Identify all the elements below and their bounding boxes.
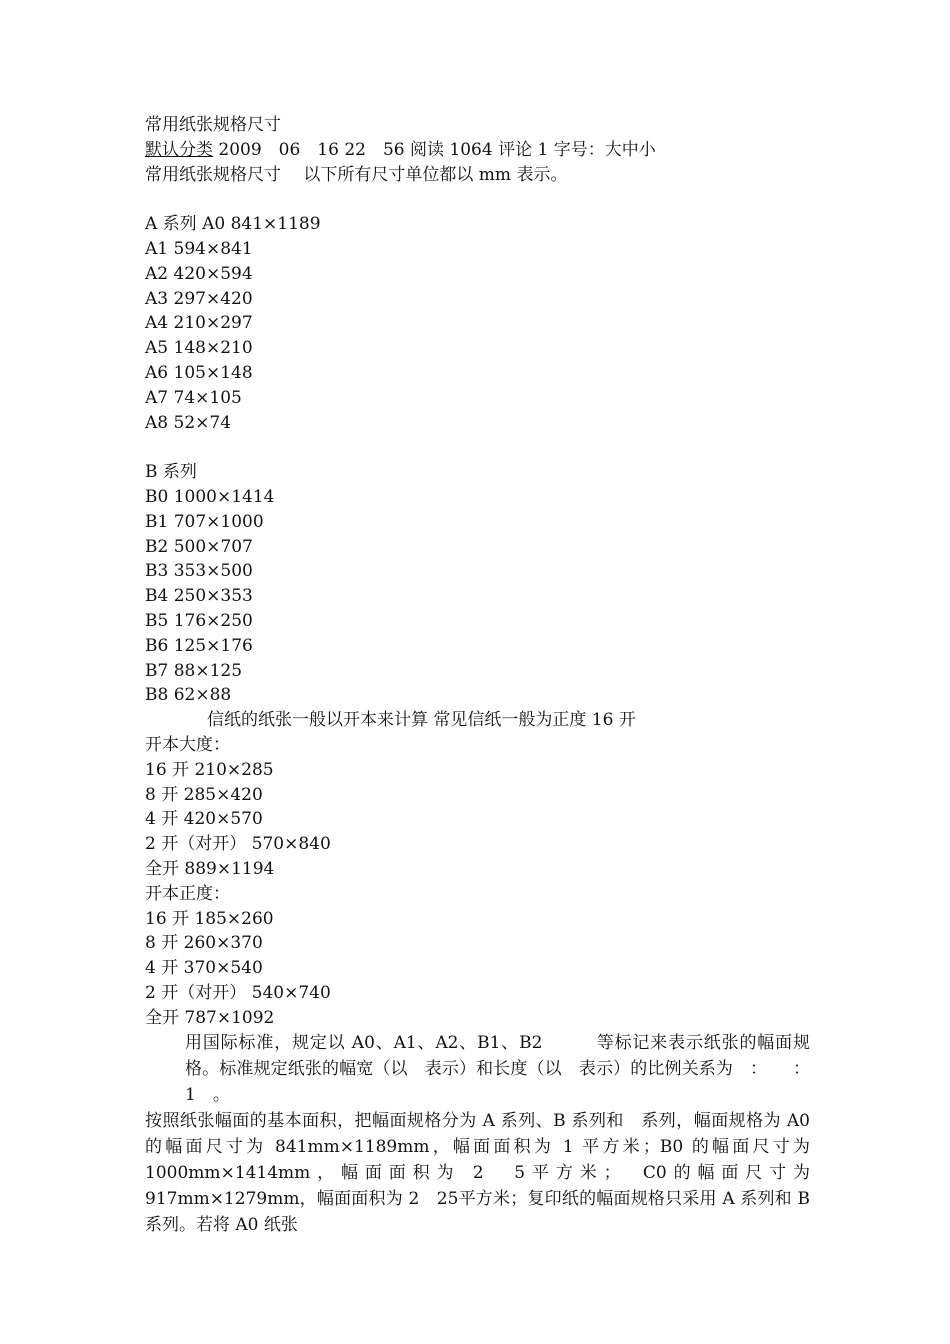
list-item: A3 297×420 (145, 288, 253, 309)
list-item: B6 125×176 (145, 635, 253, 656)
list-item: 2 开（对开） 570×840 (145, 834, 331, 855)
regular-size-title: 开本正度： (145, 883, 230, 904)
list-item: B3 353×500 (145, 561, 253, 582)
doc-title: 常用纸张规格尺寸 (145, 115, 281, 135)
list-item: 8 开 260×370 (145, 933, 263, 954)
list-item: 16 开 210×285 (145, 759, 274, 780)
list-item: B0 1000×1414 (145, 486, 275, 507)
list-item: 16 开 185×260 (145, 908, 274, 929)
doc-meta (145, 138, 810, 163)
meta-info: 2009 06 16 22 56 阅读 1064 评论 1 字号：大中小 (213, 139, 656, 160)
list-item: A6 105×148 (145, 362, 253, 383)
list-item: 全开 787×1092 (145, 1007, 275, 1028)
list-item: 全开 889×1194 (145, 858, 275, 879)
letter-note: 信纸的纸张一般以开本来计算 常见信纸一般为正度 16 开 (207, 710, 636, 731)
list-item: 2 开（对开） 540×740 (145, 982, 331, 1003)
list-item: B7 88×125 (145, 660, 243, 681)
blank-line (145, 187, 810, 212)
paragraph-area: 按照纸张幅面的基本面积，把幅面规格分为 A 系列、B 系列和 系列，幅面规格为 A0 的幅面尺寸为 841mm×1189mm，幅面面积为 1 平方米；B0 的幅面尺寸为 1000mm×1414mm，幅面面积为 2 5平方米； C0的幅面尺寸为 917mm×1279mm，幅面面积为 2 25平方米；复印纸的幅面规格只采用 A 系列和 B 系列。若将 A0 纸张 (145, 1111, 810, 1236)
b-series-list (145, 485, 810, 708)
list-item: A5 148×210 (145, 338, 253, 359)
list-item: B2 500×707 (145, 536, 253, 557)
list-item: 4 开 370×540 (145, 958, 263, 979)
category-link[interactable]: 默认分类 (145, 139, 213, 160)
a-series-list (145, 212, 810, 435)
list-item: A1 594×841 (145, 238, 253, 259)
list-item: A 系列 A0 841×1189 (145, 214, 321, 235)
list-item: B1 707×1000 (145, 511, 264, 532)
paragraph-standard: 用国际标准，规定以 A0、A1、A2、B1、B2 等标记来表示纸张的幅面规格。标准规定纸张的幅宽（以 表示）和长度（以 表示）的比例关系为 ： ：1 。 (185, 1033, 810, 1106)
blank-line (145, 435, 810, 460)
regular-size-list (145, 907, 810, 1031)
list-item: 8 开 285×420 (145, 784, 263, 805)
list-item: A8 52×74 (145, 412, 232, 433)
b-series-title: B 系列 (145, 462, 197, 483)
list-item: A4 210×297 (145, 313, 253, 334)
big-size-title: 开本大度： (145, 734, 230, 755)
doc-intro: 常用纸张规格尺寸 以下所有尺寸单位都以 mm 表示。 (145, 164, 568, 185)
list-item: B5 176×250 (145, 610, 253, 631)
list-item: 4 开 420×570 (145, 809, 263, 830)
document-content (145, 113, 810, 1238)
big-size-list (145, 758, 810, 882)
list-item: A7 74×105 (145, 387, 242, 408)
list-item: B4 250×353 (145, 586, 253, 607)
list-item: A2 420×594 (145, 263, 253, 284)
list-item: B8 62×88 (145, 685, 232, 706)
